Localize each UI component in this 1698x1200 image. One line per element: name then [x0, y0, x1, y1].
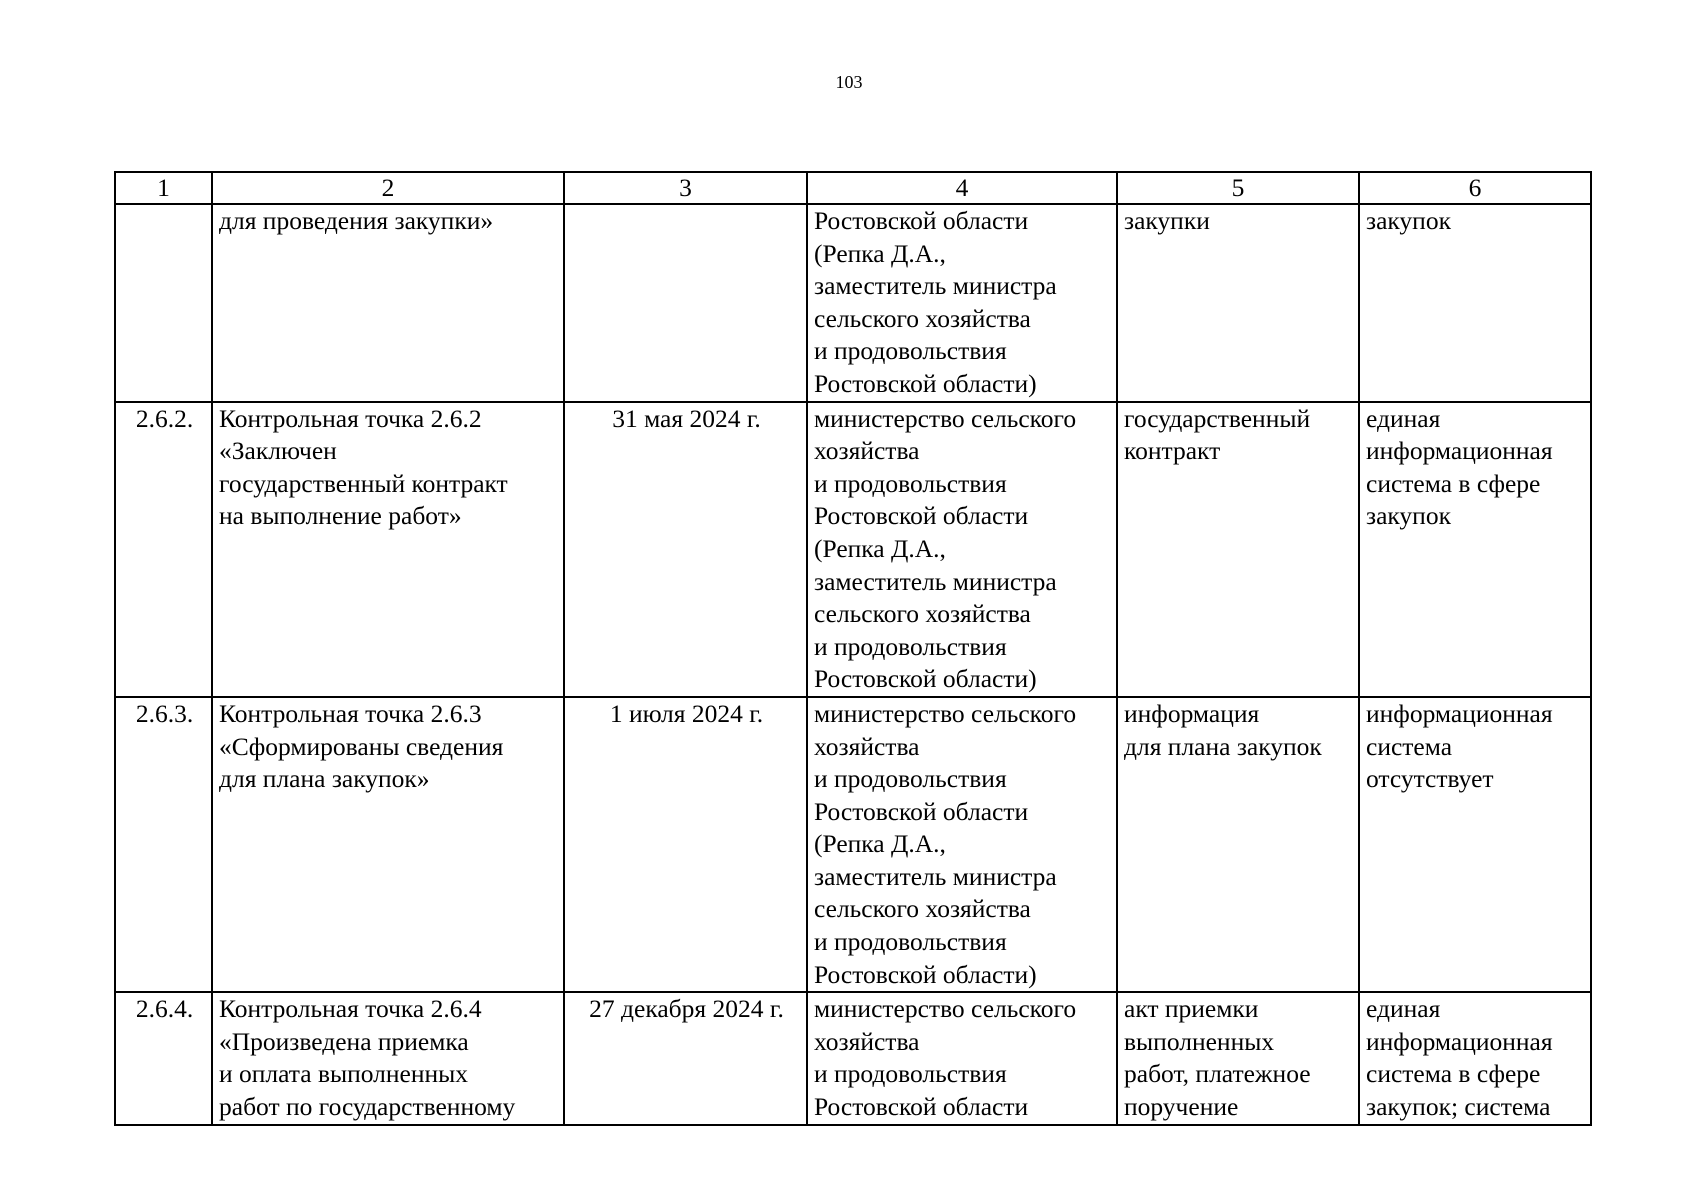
responsible-executor: министерство сельского хозяйства и продовольствия Ростовской области (Репка Д.А., заместитель министра сельского хозяйства и продовольствия Ростовской области) — [807, 402, 1117, 697]
row-number — [115, 204, 212, 402]
row-number: 2.6.4. — [115, 992, 212, 1124]
deadline-date: 31 мая 2024 г. — [564, 402, 807, 697]
column-header-2: 2 — [212, 172, 564, 204]
result-document: государственный контракт — [1117, 402, 1359, 697]
column-header-3: 3 — [564, 172, 807, 204]
table-header-row — [115, 172, 1591, 204]
responsible-executor: министерство сельского хозяйства и продовольствия Ростовской области (Репка Д.А., заместитель министра сельского хозяйства и продовольствия Ростовской области) — [807, 697, 1117, 992]
control-points-table — [114, 171, 1592, 1126]
control-point-name: Контрольная точка 2.6.3 «Сформированы сведения для плана закупок» — [212, 697, 564, 992]
information-system: единая информационная система в сфере закупок — [1359, 402, 1591, 697]
result-document: закупки — [1117, 204, 1359, 402]
column-header-1: 1 — [115, 172, 212, 204]
table-row — [115, 204, 1591, 402]
control-point-name: Контрольная точка 2.6.4 «Произведена приемка и оплата выполненных работ по государственному — [212, 992, 564, 1124]
control-point-name: Контрольная точка 2.6.2 «Заключен государственный контракт на выполнение работ» — [212, 402, 564, 697]
deadline-date: 27 декабря 2024 г. — [564, 992, 807, 1124]
deadline-date: 1 июля 2024 г. — [564, 697, 807, 992]
column-header-6: 6 — [1359, 172, 1591, 204]
responsible-executor: Ростовской области (Репка Д.А., заместитель министра сельского хозяйства и продовольствия Ростовской области) — [807, 204, 1117, 402]
information-system: закупок — [1359, 204, 1591, 402]
table-row — [115, 697, 1591, 992]
result-document: акт приемки выполненных работ, платежное поручение — [1117, 992, 1359, 1124]
deadline-date — [564, 204, 807, 402]
information-system: единая информационная система в сфере закупок; система — [1359, 992, 1591, 1124]
information-system: информационная система отсутствует — [1359, 697, 1591, 992]
column-header-5: 5 — [1117, 172, 1359, 204]
result-document: информация для плана закупок — [1117, 697, 1359, 992]
control-point-name: для проведения закупки» — [212, 204, 564, 402]
column-header-4: 4 — [807, 172, 1117, 204]
table-row — [115, 402, 1591, 697]
row-number: 2.6.3. — [115, 697, 212, 992]
page-number: 103 — [835, 72, 863, 92]
row-number: 2.6.2. — [115, 402, 212, 697]
table-row — [115, 992, 1591, 1124]
responsible-executor: министерство сельского хозяйства и продовольствия Ростовской области — [807, 992, 1117, 1124]
